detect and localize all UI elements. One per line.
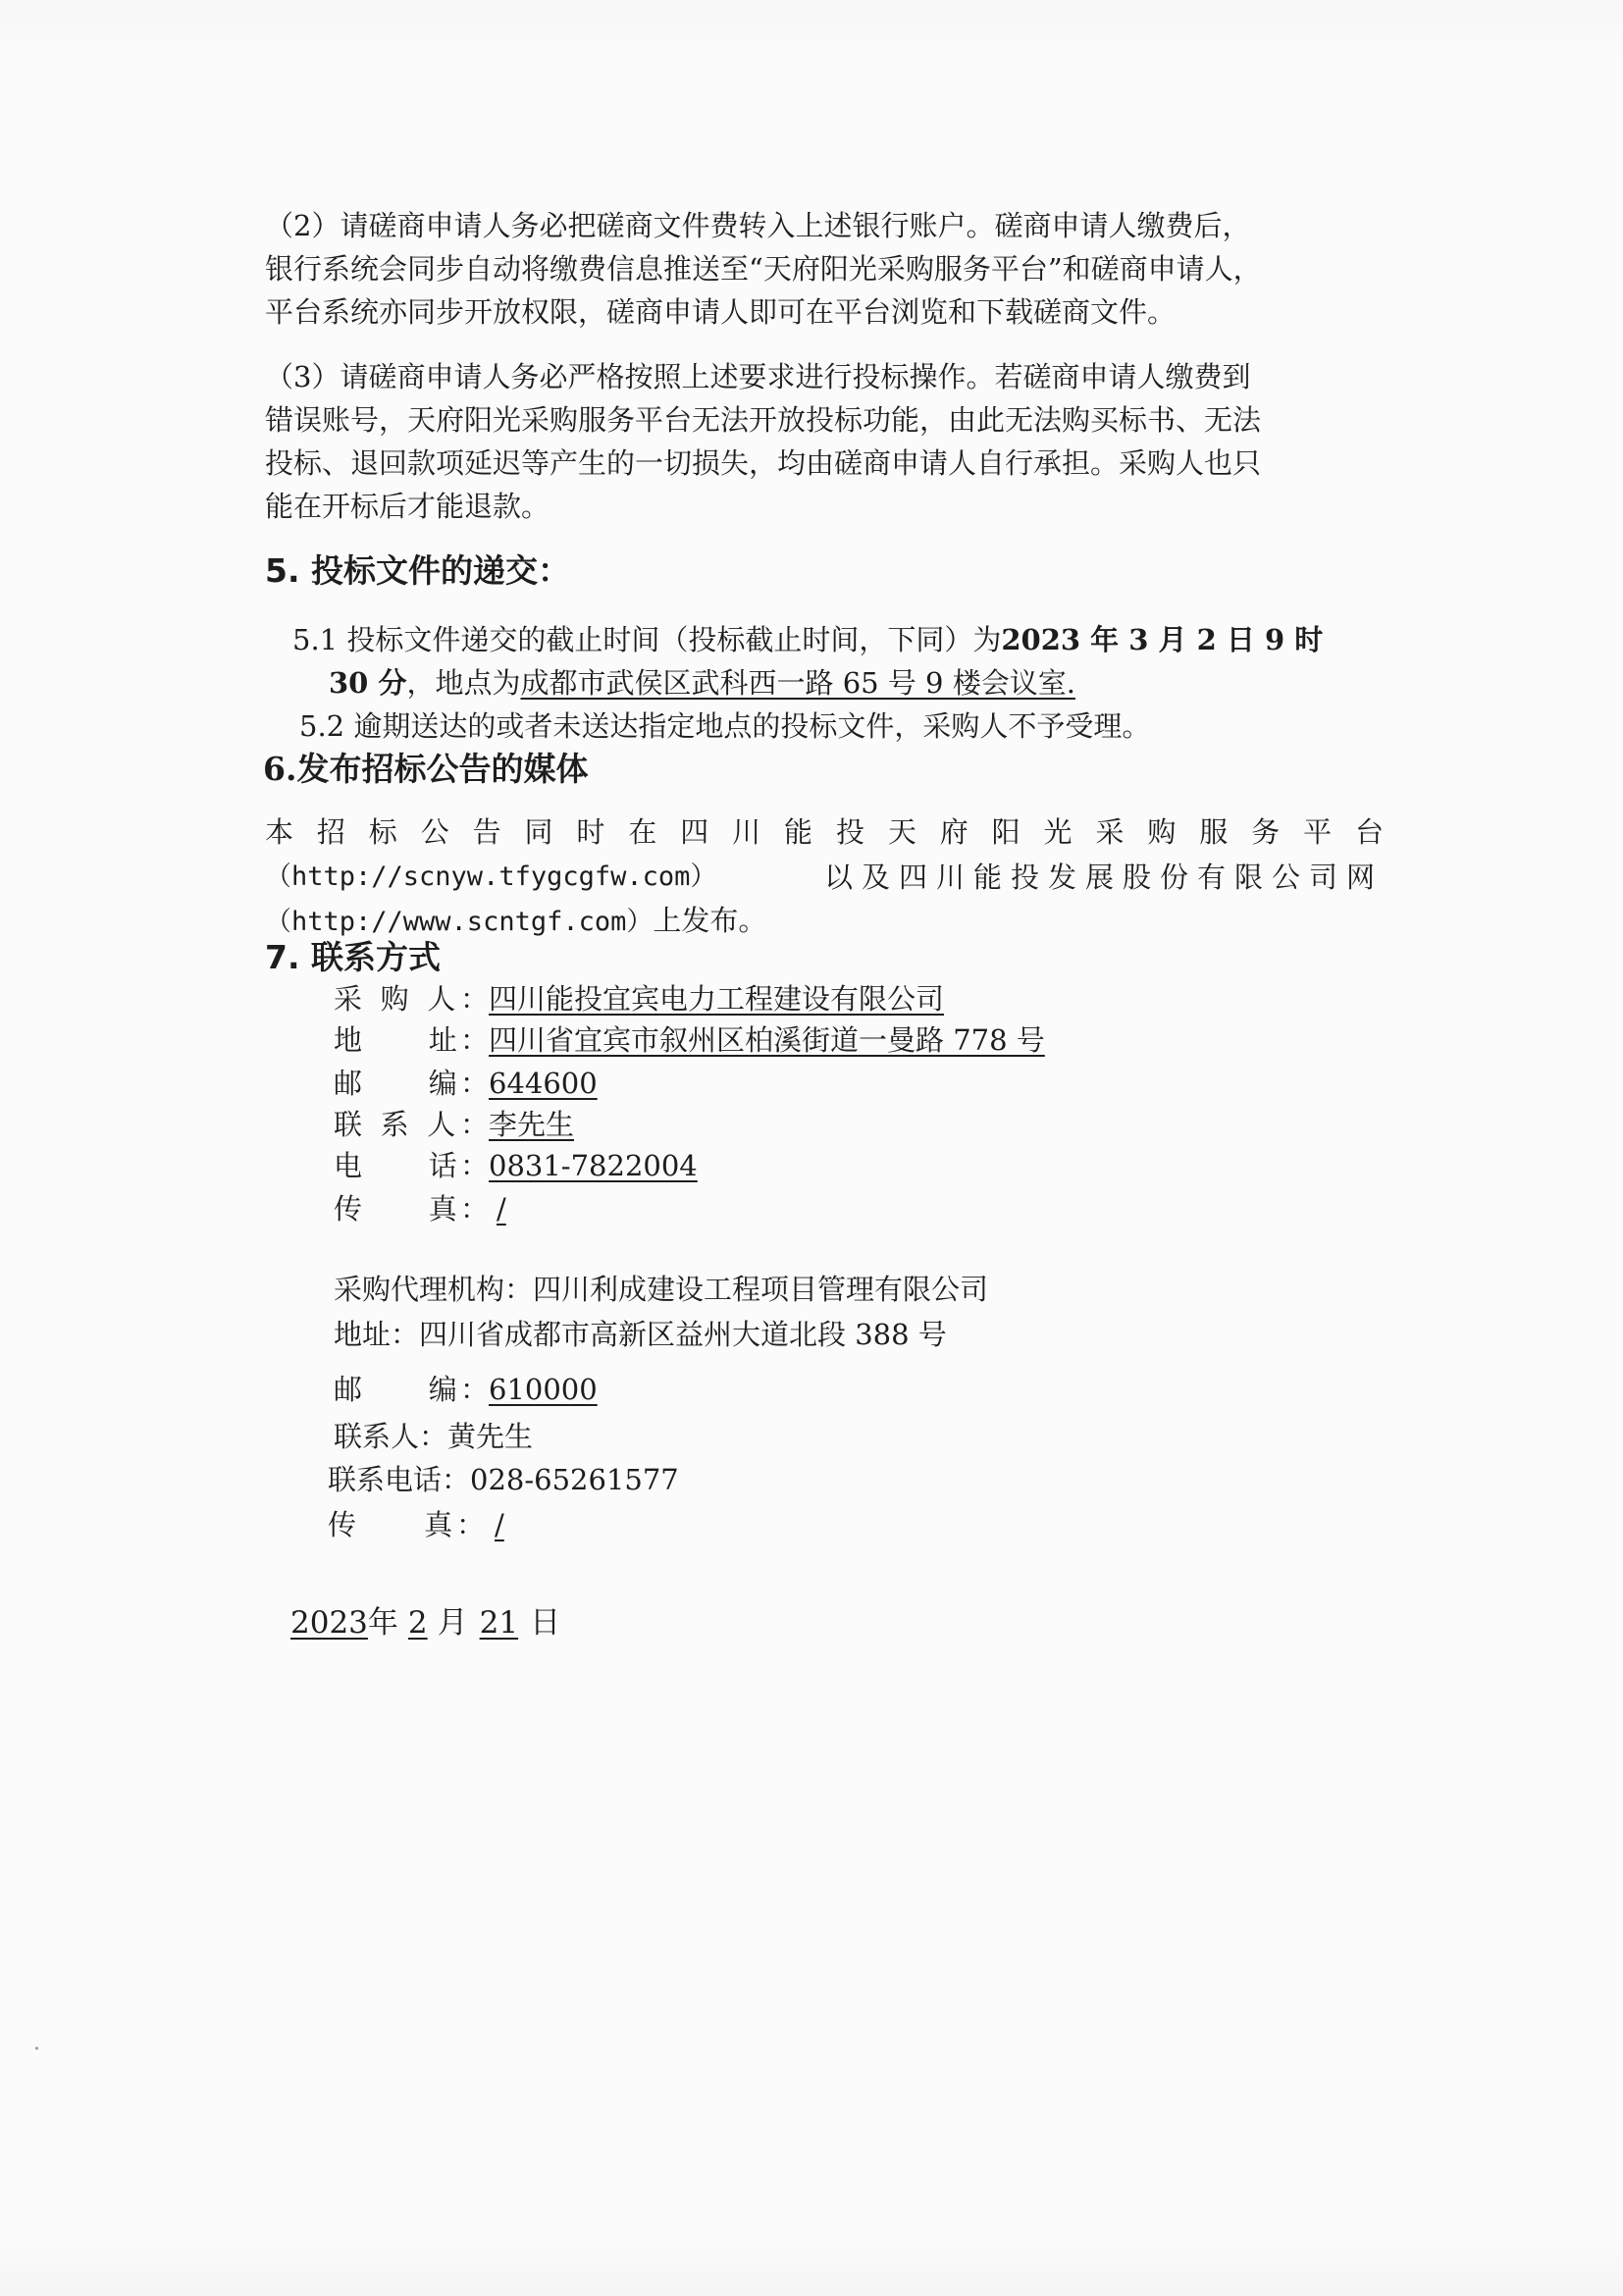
platform-url: （http://scnyw.tfygcgfw.com）	[265, 861, 717, 892]
row-value: 610000	[489, 1373, 598, 1406]
purchaser-postcode-row	[334, 1062, 598, 1105]
date-day: 21	[479, 1605, 519, 1641]
row-value: /	[497, 1192, 506, 1226]
s51-prefix: 5.1 投标文件递交的截止时间（投标截止时间，下同）为	[292, 623, 1002, 656]
agency-fax-row	[328, 1503, 514, 1546]
agency-phone-row: 联系电话：028-65261577	[328, 1463, 679, 1496]
row-value: 四川省宜宾市叙州区柏溪街道一曼路 778 号	[489, 1023, 1045, 1057]
agency-name-row: 采购代理机构：四川利成建设工程项目管理有限公司	[334, 1273, 989, 1306]
row-label: 邮 编：	[334, 1067, 489, 1100]
purchaser-fax-row	[334, 1187, 514, 1230]
date-day-unit: 日	[530, 1605, 561, 1641]
text-line: 投标、退回款项延迟等产生的一切损失，均由磋商申请人自行承担。采购人也只	[265, 446, 1262, 480]
text-line: 错误账号，天府阳光采购服务平台无法开放投标功能，由此无法购买标书、无法	[265, 403, 1262, 437]
section-5-1-line-1	[292, 618, 1323, 661]
s51-time: 30 分	[329, 666, 407, 700]
document-date	[290, 1601, 560, 1644]
section-6-line-2-text: 以及四川能投发展股份有限公司网	[823, 861, 1384, 894]
row-label: 传 真：	[328, 1508, 485, 1541]
section-5-2: 5.2 逾期送达的或者未送达指定地点的投标文件，采购人不予受理。	[299, 709, 1151, 743]
agency-address-row: 地址：四川省成都市高新区益州大道北段 388 号	[334, 1318, 947, 1351]
date-year-unit: 年	[367, 1605, 398, 1641]
section-5-heading: 5. 投标文件的递交：	[265, 551, 570, 590]
text-line: （2）请磋商申请人务必把磋商文件费转入上述银行账户。磋商申请人缴费后，	[265, 209, 1251, 242]
purchaser-address-row	[334, 1018, 1045, 1062]
section-6-line-2	[265, 856, 1384, 899]
row-label: 传 真：	[334, 1192, 489, 1226]
agency-contact-row: 联系人：黄先生	[334, 1420, 534, 1453]
date-year: 2023	[290, 1605, 368, 1641]
agency-postcode-row	[334, 1368, 598, 1411]
text-line: （3）请磋商申请人务必严格按照上述要求进行投标操作。若磋商申请人缴费到	[265, 360, 1251, 393]
row-value: 李先生	[489, 1108, 575, 1141]
row-value: /	[495, 1508, 504, 1541]
row-value: 0831-7822004	[489, 1149, 698, 1182]
section-6-line-3-text: 上发布。	[653, 904, 767, 937]
row-label: 地 址：	[334, 1023, 489, 1057]
s51-date: 2023 年 3 月 2 日 9 时	[1001, 623, 1324, 656]
section-5-1-line-2	[329, 661, 1075, 704]
text-line: 平台系统亦同步开放权限，磋商申请人即可在平台浏览和下载磋商文件。	[265, 295, 1177, 329]
date-month-unit: 月	[437, 1605, 468, 1641]
text-line: 银行系统会同步自动将缴费信息推送至“天府阳光采购服务平台”和磋商申请人，	[265, 252, 1262, 286]
s51-place: 成都市武侯区武科西一路 65 号 9 楼会议室.	[520, 666, 1075, 700]
text-line: 能在开标后才能退款。	[265, 490, 550, 523]
scan-speck	[35, 2047, 38, 2050]
company-url: （http://www.scntgf.com）	[265, 907, 654, 937]
row-value: 644600	[489, 1067, 598, 1100]
section-6-line-1: 本招标公告同时在四川能投天府阳光采购服务平台	[265, 815, 1384, 849]
s51-mid: ，地点为	[406, 666, 521, 700]
row-label: 联 系 人：	[334, 1108, 489, 1141]
date-month: 2	[407, 1605, 428, 1641]
section-7-heading: 7. 联系方式	[265, 938, 441, 976]
section-6-heading: 6.发布招标公告的媒体	[263, 750, 589, 788]
purchaser-name-row	[334, 977, 944, 1020]
row-label: 采 购 人：	[334, 982, 489, 1016]
row-label: 邮 编：	[334, 1373, 489, 1406]
purchaser-contact-row	[334, 1103, 574, 1146]
row-label: 电 话：	[334, 1149, 489, 1182]
row-value: 四川能投宜宾电力工程建设有限公司	[489, 982, 945, 1016]
purchaser-phone-row	[334, 1144, 698, 1187]
